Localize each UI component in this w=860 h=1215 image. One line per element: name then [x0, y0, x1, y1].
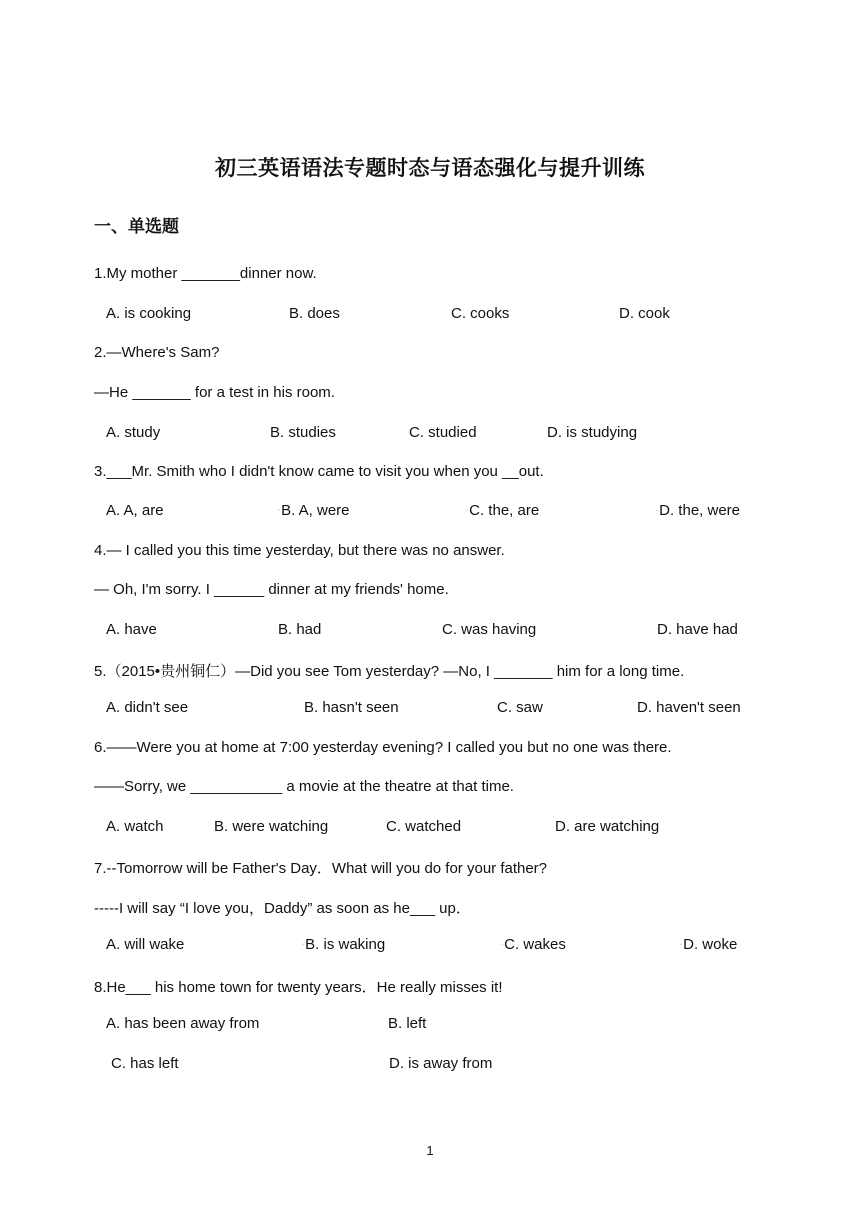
question-7-line2: -----I will say “I love you，Daddy” as soon as he___ up． — [94, 900, 471, 917]
question-4-line2: — Oh, I'm sorry. I ______ dinner at my friends' home. — [94, 581, 449, 598]
q1-option-c: C. cooks — [451, 305, 510, 322]
option-marker-icon: ◦ — [466, 508, 469, 515]
option-marker-icon: ◦ — [501, 942, 504, 949]
page-number: 1 — [426, 1143, 434, 1158]
q7-option-c: ◦C. wakes — [501, 936, 566, 953]
q5-option-c: C. saw — [497, 699, 543, 716]
question-8-stem: 8.He___ his home town for twenty years．He really misses it! — [94, 979, 503, 996]
q3-option-b: ◦B. A, were — [278, 502, 350, 519]
option-marker-icon: ◦ — [278, 508, 281, 515]
question-4-stem: 4.— I called you this time yesterday, but there was no answer. — [94, 542, 505, 559]
question-1-stem: 1.My mother _______dinner now. — [94, 265, 317, 282]
q6-option-a: A. watch — [106, 818, 164, 835]
q3-option-c: ◦C. the, are — [466, 502, 540, 519]
q6-option-b: B. were watching — [214, 818, 329, 835]
q2-option-a: A. study — [106, 424, 161, 441]
option-marker-icon: ◦ — [656, 508, 659, 515]
q1-option-a: A. is cooking — [106, 305, 192, 322]
q7-option-b: ◦B. is waking — [302, 936, 386, 953]
q8-option-d: D. is away from — [389, 1055, 493, 1072]
q4-option-c: C. was having — [442, 621, 537, 638]
q4-option-a: A. have — [106, 621, 157, 638]
q8-option-b: B. left — [388, 1015, 427, 1032]
q7-option-d: ◦D. woke — [680, 936, 738, 953]
q8-option-c: C. has left — [111, 1055, 179, 1072]
q6-option-d: D. are watching — [555, 818, 660, 835]
q5-option-b: B. hasn't seen — [304, 699, 399, 716]
question-2-stem: 2.—Where's Sam? — [94, 344, 220, 361]
q6-option-c: C. watched — [386, 818, 462, 835]
option-marker-icon: ◦ — [680, 942, 683, 949]
section-heading: 一、单选题 — [94, 217, 179, 237]
q4-option-b: B. had — [278, 621, 322, 638]
question-2-line2: —He _______ for a test in his room. — [94, 384, 335, 401]
q3-option-d: ◦D. the, were — [656, 502, 741, 519]
q7-option-a: A. will wake — [106, 936, 185, 953]
q2-option-b: B. studies — [270, 424, 336, 441]
q2-option-d: D. is studying — [547, 424, 638, 441]
q3-option-a: A. A, are — [106, 502, 164, 519]
option-marker-icon: ◦ — [302, 942, 305, 949]
question-3-stem: 3.___Mr. Smith who I didn't know came to visit you when you __out. — [94, 463, 544, 480]
question-6-line2: ——Sorry, we ___________ a movie at the theatre at that time. — [94, 778, 514, 795]
question-5-stem: 5.（2015•贵州铜仁）—Did you see Tom yesterday? —No, I _______ him for a long time. — [94, 663, 685, 680]
q5-option-d: D. haven't seen — [637, 699, 741, 716]
q2-option-c: C. studied — [409, 424, 477, 441]
q1-option-b: B. does — [289, 305, 340, 322]
question-6-stem: 6.——Were you at home at 7:00 yesterday evening? I called you but no one was there. — [94, 739, 672, 756]
q4-option-d: D. have had — [657, 621, 738, 638]
q5-option-a: A. didn't see — [106, 699, 189, 716]
q8-option-a: A. has been away from — [106, 1015, 260, 1032]
document-title: 初三英语语法专题时态与语态强化与提升训练 — [215, 155, 645, 180]
question-7-stem: 7.--Tomorrow will be Father's Day．What will you do for your father? — [94, 860, 548, 877]
q1-option-d: D. cook — [619, 305, 670, 322]
